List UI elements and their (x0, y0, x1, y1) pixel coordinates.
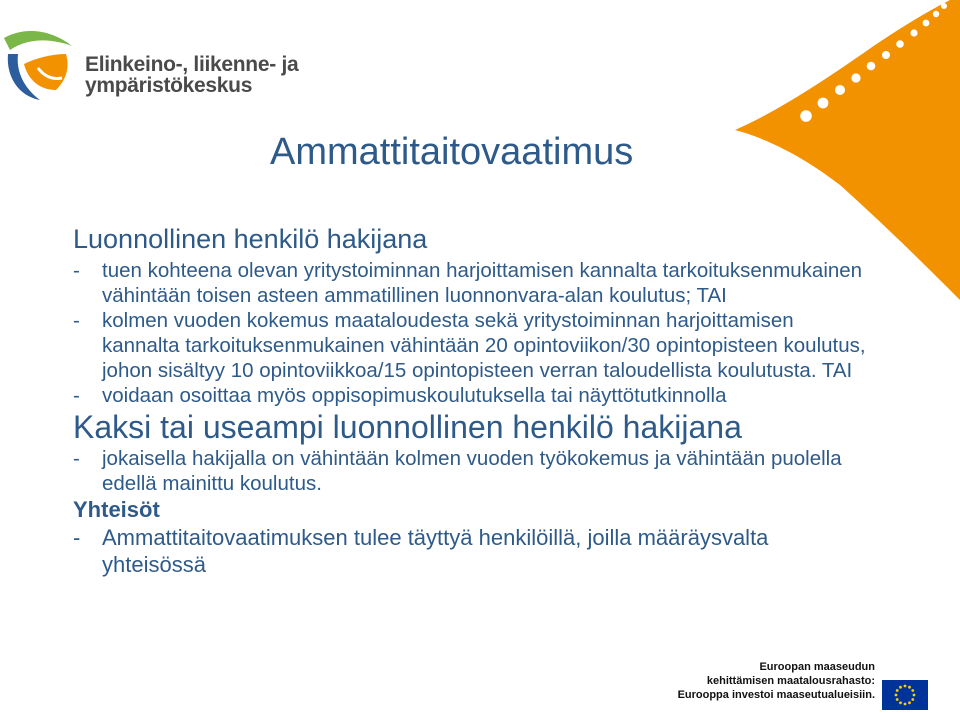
slide-content (73, 222, 873, 578)
dash-bullet: - (73, 447, 80, 470)
dash-bullet: - (73, 525, 81, 550)
dash-bullet: - (73, 309, 80, 332)
ely-logo-icon (0, 24, 80, 104)
list-item-text: voidaan osoittaa myös oppisopimuskoulutuksella tai näyttötutkinnolla (102, 384, 727, 407)
organization-name-line1: Elinkeino-, liikenne- ja (85, 53, 299, 76)
section-heading-single-applicant: Luonnollinen henkilö hakijana (73, 224, 428, 254)
dash-bullet: - (73, 384, 80, 407)
list-item (73, 258, 873, 308)
list-item-text: jokaisella hakijalla on vähintään kolmen vuoden työkokemus ja vähintään puolella edellä mainittu koulutus. (102, 447, 842, 495)
organization-name (85, 54, 298, 96)
organization-name-line2: ympäristökeskus (85, 74, 253, 97)
list-item-text: Ammattitaitovaatimuksen tulee täyttyä henkilöillä, joilla määräysvalta yhteisössä (102, 525, 769, 577)
section-heading-communities: Yhteisöt (73, 497, 160, 522)
slide-title: Ammattitaitovaatimus (270, 131, 634, 173)
eu-funding-line1: Euroopan maaseudun (759, 661, 875, 673)
eu-funding-line2: kehittämisen maatalousrahasto: (706, 675, 875, 687)
eu-funding-text (678, 660, 875, 702)
section-heading-multiple-applicants: Kaksi tai useampi luonnollinen henkilö hakijana (73, 409, 742, 445)
list-item-text: tuen kohteena olevan yritystoiminnan harjoittamisen kannalta tarkoituksenmukainen vähintään toisen asteen ammatillinen luonnonvara-alan koulutus; TAI (102, 259, 863, 307)
list-item-text: kolmen vuoden kokemus maataloudesta sekä yritystoiminnan harjoittamisen kannalta tarkoituksenmukainen vähintään 20 opintoviikon/30 opintopisteen koulutus, johon sisältyy 10 opintoviikkoa/15 opintopisteen verran taloudellista koulutusta. TAI (102, 309, 866, 382)
list-item (73, 308, 873, 383)
eu-funding-line3: Eurooppa investoi maaseutualueisiin. (677, 689, 875, 701)
eu-flag-icon (882, 680, 928, 710)
list-item (73, 383, 873, 408)
dash-bullet: - (73, 259, 80, 282)
list-item (73, 446, 873, 496)
list-item (73, 524, 873, 578)
